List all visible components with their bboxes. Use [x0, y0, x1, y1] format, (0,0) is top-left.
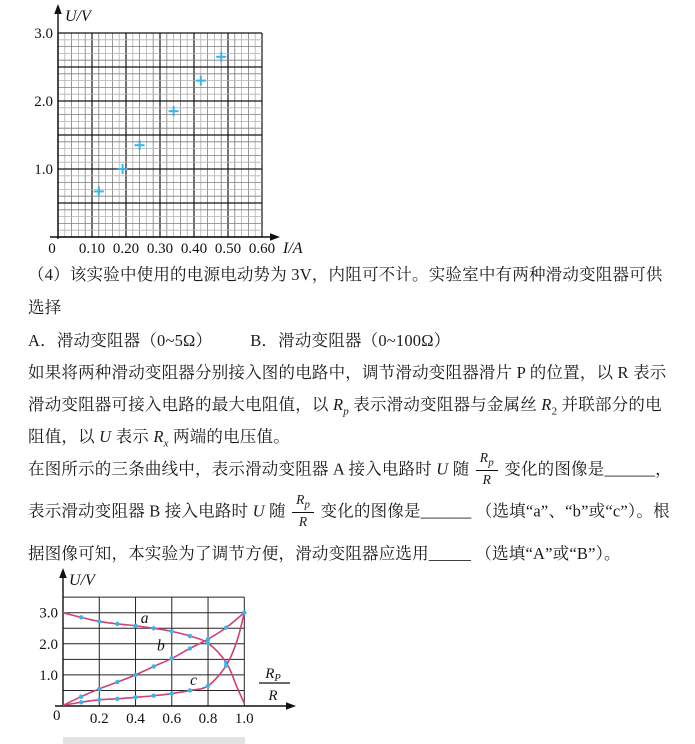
fraction-rp-over-r-2 [292, 492, 314, 530]
question-text-1b: 随 [448, 459, 474, 479]
svg-text:0.50: 0.50 [214, 241, 242, 257]
question-line-2 [28, 494, 673, 536]
question-text-1c-blank: 变化的图像是______， [499, 459, 672, 479]
var-r: R [332, 395, 344, 414]
circuit-text-1: 如果将两种滑动变阻器分别接入图的电路中，调节滑动变阻器滑片 P 的位置，以 R 表示 [28, 363, 667, 382]
option-a: A．滑动变阻器（0~5Ω） [28, 331, 213, 350]
circuit-text-3c: 两端的电压值。 [168, 427, 290, 446]
svg-text:0.40: 0.40 [180, 241, 208, 257]
fraction-numerator-sub: p [488, 456, 494, 469]
paragraph-4-line-2 [28, 291, 673, 324]
bottom-chart-xlabel-fraction [259, 666, 290, 704]
choose-label: 选择 [28, 298, 62, 317]
curve-label-c: c [190, 671, 197, 689]
circuit-text-2c: 并联部分的电 [557, 395, 662, 414]
var-u-3: U [252, 501, 265, 521]
svg-text:0.4: 0.4 [126, 711, 145, 727]
top-chart-grid [58, 33, 262, 237]
svg-text:R: R [268, 688, 278, 704]
var-r-sub-p: p [343, 405, 349, 418]
svg-text:1.0: 1.0 [34, 162, 53, 178]
circuit-text-2b: 表示滑动变阻器与金属丝 [348, 395, 542, 414]
curve-label-b: b [157, 637, 165, 655]
svg-text:RP: $R_P$ [265, 666, 281, 684]
svg-text:U/V: U/V [69, 572, 95, 589]
bottom-chart [0, 560, 330, 740]
fraction-2-denominator: R [298, 514, 308, 530]
svg-text:0.30: 0.30 [146, 241, 174, 257]
svg-text:I/A: I/A [283, 240, 303, 257]
svg-text:0.20: 0.20 [112, 241, 140, 257]
var-u-2: U [436, 459, 449, 479]
svg-text:0.60: 0.60 [248, 241, 276, 257]
question-text-2c-blank: 变化的图像是______ （选填“a”、“b”或“c”）。根 [316, 501, 670, 521]
svg-text:2.0: 2.0 [34, 94, 53, 110]
next-row-crop-strip [63, 737, 245, 744]
fraction-2-numerator-sub: p [304, 498, 311, 511]
var-rx: R [153, 427, 164, 446]
question-line-1 [28, 452, 673, 494]
paragraph-4-text: （4）该实验中使用的电源电动势为 3V，内阻可不计。实验室中有两种滑动变阻器可供 [28, 265, 663, 284]
paragraph-circuit-line-1 [28, 356, 673, 389]
svg-text:U/V: U/V [65, 8, 91, 25]
curve-label-a: a [140, 609, 149, 627]
paragraph-4-line-1 [28, 258, 673, 291]
var-r2: R [541, 395, 552, 414]
question-text-2a: 表示滑动变阻器 B 接入电路时 [28, 501, 253, 521]
var-u: U [99, 427, 112, 446]
svg-text:3.0: 3.0 [34, 26, 53, 42]
circuit-text-2a: 滑动变阻器可接入电路的最大电阻值，以 [28, 395, 333, 414]
circuit-text-3a: 阻值，以 [28, 427, 100, 446]
svg-text:0.6: 0.6 [162, 711, 182, 727]
option-b: B．滑动变阻器（0~100Ω） [250, 331, 451, 350]
svg-text:1.0: 1.0 [39, 667, 58, 684]
question-text-3-blank: 据图像可知，本实验为了调节方便，滑动变阻器应选用_____ （选填“A”或“B”）。 [28, 544, 621, 563]
rheostat-options-row [28, 324, 673, 357]
top-chart [0, 0, 340, 258]
svg-text:0: 0 [53, 708, 61, 724]
fraction-2-numerator: R [296, 492, 305, 507]
fraction-denominator: R [482, 472, 492, 488]
svg-text:1.0: 1.0 [234, 711, 254, 727]
fraction-numerator: R [479, 450, 489, 465]
svg-text:0.8: 0.8 [198, 711, 218, 727]
fraction-rp-over-r [476, 450, 498, 488]
circuit-text-3b: 表示 [111, 427, 154, 446]
var-r2-sub: 2 [551, 405, 558, 418]
question-text-2b: 随 [264, 501, 291, 521]
question-text-1a: 在图所示的三条曲线中，表示滑动变阻器 A 接入电路时 [28, 459, 437, 479]
svg-text:0: 0 [48, 241, 56, 257]
svg-text:0.2: 0.2 [89, 711, 109, 727]
svg-text:0.10: 0.10 [78, 241, 106, 257]
bottom-chart-curves [63, 610, 247, 705]
svg-text:3.0: 3.0 [39, 605, 58, 622]
svg-text:2.0: 2.0 [39, 636, 58, 653]
var-rx-sub: x [163, 437, 169, 450]
